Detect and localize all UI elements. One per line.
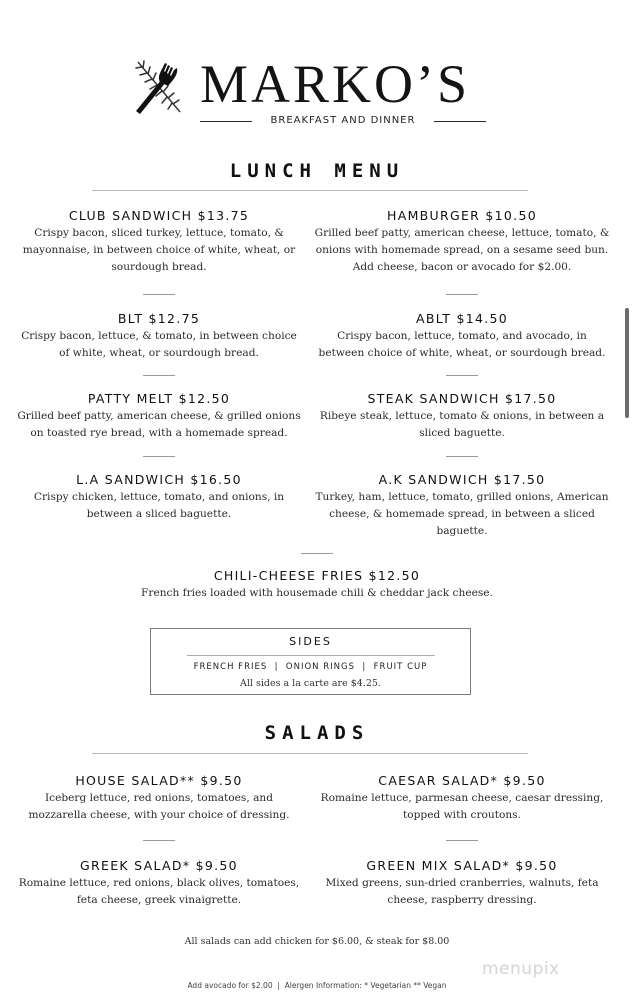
item-name: CAESAR SALAD* $9.50 [378,773,546,788]
sides-list: FRENCH FRIES | ONION RINGS | FRUIT CUP [193,662,428,672]
sides-note: All sides a la carte are $4.25. [240,678,381,689]
menu-item-house-salad [16,773,302,824]
brand-title: MARKO’S [200,54,471,114]
item-description: Crispy bacon, sliced turkey, lettuce, tomato, & mayonnaise, in between choice of white, wheat, or sourdough bread. [22,227,296,273]
subtitle-rule-right [434,121,486,122]
item-description: Grilled beef patty, american cheese, lettuce, tomato, & onions with homemade spread, on a sesame seed bun. Add cheese, bacon or avocado for $2.00. [314,227,610,273]
item-description: Mixed greens, sun-dried cranberries, walnuts, feta cheese, raspberry dressing. [325,877,599,906]
allergen-info: Add avocado for $2.00 | Alergen Information: * Vegetarian ** Vegan [187,981,447,990]
item-description: Romaine lettuce, red onions, black olives, tomatoes, feta cheese, greek vinaigrette. [18,877,300,906]
item-divider [446,840,478,841]
fork-rosemary-icon [130,56,188,116]
menupix-watermark: menupix [482,959,560,979]
menu-item-patty-melt [16,391,302,442]
item-divider [446,294,478,295]
item-name: PATTY MELT $12.50 [87,391,231,406]
item-description: Ribeye steak, lettuce, tomato & onions, in between a sliced baguette. [319,410,605,439]
item-divider [446,375,478,376]
menu-item-caesar-salad [314,773,610,824]
item-divider [143,456,175,457]
salads-title: SALADS [264,722,370,744]
brand-subtitle: BREAKFAST AND DINNER [270,115,416,126]
menu-item-blt [16,311,302,362]
menu-item-chili-cheese-fries [100,568,534,602]
item-description: French fries loaded with housemade chili & cheddar jack cheese. [141,587,493,599]
sides-rule [187,655,435,656]
item-description: Romaine lettuce, parmesan cheese, caesar dressing, topped with croutons. [320,792,604,821]
sides-title: SIDES [289,635,332,648]
menu-item-la-sandwich [16,472,302,523]
item-name: GREEN MIX SALAD* $9.50 [366,858,558,873]
item-description: Crispy chicken, lettuce, tomato, and onions, in between a sliced baguette. [33,491,285,520]
menu-item-club-sandwich [16,208,302,276]
lunch-menu-title: LUNCH MENU [229,160,405,182]
item-name: GREEK SALAD* $9.50 [80,858,238,873]
item-name: ABLT $14.50 [415,311,509,326]
sides-box [150,628,471,695]
item-description: Turkey, ham, lettuce, tomato, grilled onions, American cheese, & homemade spread, in between a sliced baguette. [315,491,609,537]
brand-subtitle-row [200,114,486,128]
menu-item-ablt [314,311,610,362]
item-description: Crispy bacon, lettuce, tomato, and avocado, in between choice of white, wheat, or sourdough bread. [318,330,606,359]
item-name: STEAK SANDWICH $17.50 [367,391,557,406]
menu-item-ak-sandwich [314,472,610,540]
item-name: BLT $12.75 [117,311,201,326]
item-name: HOUSE SALAD** $9.50 [75,773,243,788]
menu-item-green-mix-salad [314,858,610,909]
item-description: Grilled beef patty, american cheese, & grilled onions on toasted rye bread, with a homemade spread. [17,410,301,439]
item-name: CLUB SANDWICH $13.75 [68,208,250,223]
item-name: L.A SANDWICH $16.50 [76,472,242,487]
salad-addon-note: All salads can add chicken for $6.00, & steak for $8.00 [184,936,450,947]
item-name: A.K SANDWICH $17.50 [378,472,546,487]
menu-item-greek-salad [16,858,302,909]
item-description: Crispy bacon, lettuce, & tomato, in between choice of white, wheat, or sourdough bread. [21,330,297,359]
item-divider [301,553,333,554]
item-description: Iceberg lettuce, red onions, tomatoes, and mozzarella cheese, with your choice of dressing. [28,792,290,821]
menu-item-steak-sandwich [314,391,610,442]
item-divider [143,840,175,841]
salads-rule [92,753,528,754]
logo [0,52,634,132]
menu-item-hamburger [314,208,610,276]
subtitle-rule-left [200,121,252,122]
item-name: HAMBURGER $10.50 [387,208,537,223]
item-divider [143,375,175,376]
item-divider [446,456,478,457]
item-divider [143,294,175,295]
lunch-menu-rule [92,190,528,191]
item-name: CHILI-CHEESE FRIES $12.50 [213,568,421,583]
scrollbar-thumb[interactable] [625,308,629,418]
